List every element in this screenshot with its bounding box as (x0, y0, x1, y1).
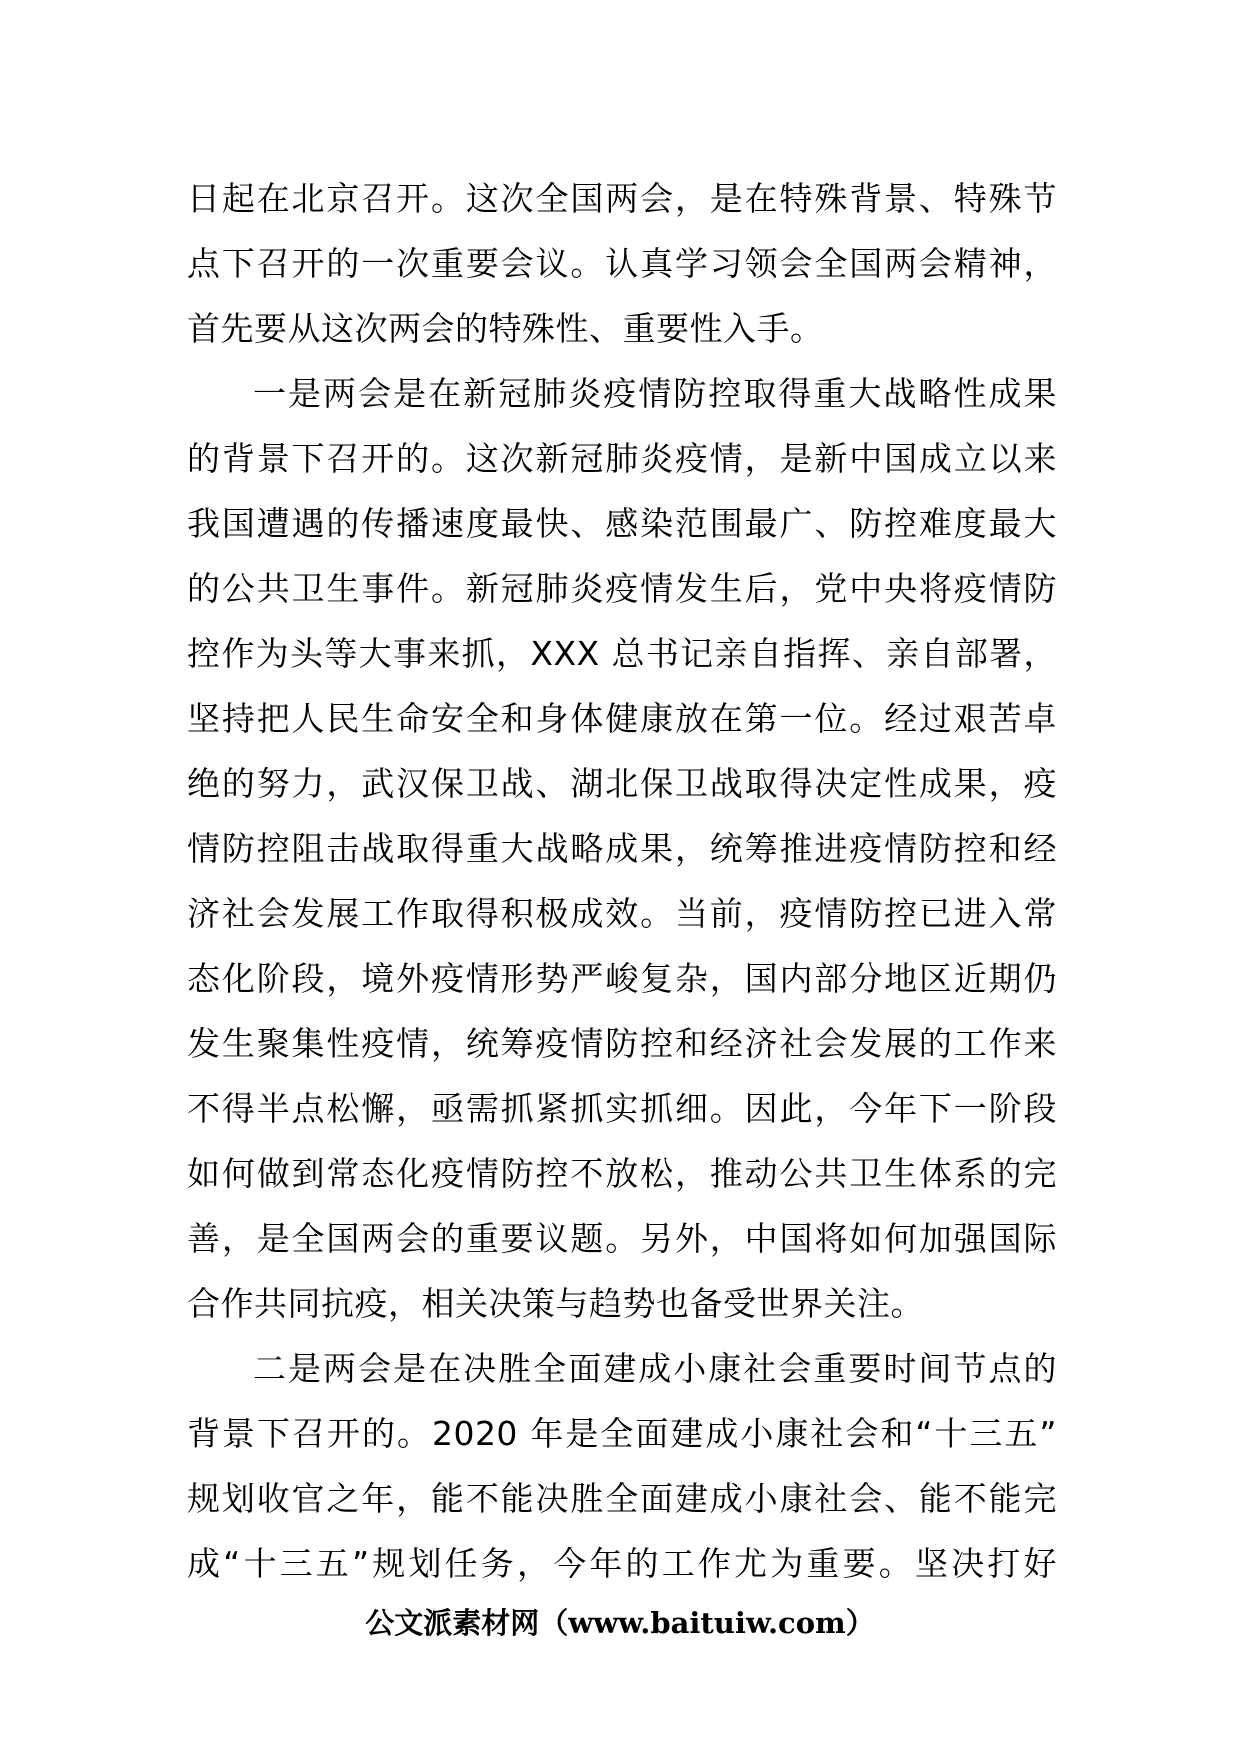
text-line: 善，是全国两会的重要议题。另外，中国将如何加强国际 (187, 1219, 1057, 1258)
text-line: 二是两会是在决胜全面建成小康社会重要时间节点的 (253, 1349, 1057, 1388)
paragraph (187, 1336, 1057, 1596)
text-line: 绝的努力，武汉保卫战、湖北保卫战取得决定性成果，疫 (187, 764, 1057, 803)
text-line: 不得半点松懈，亟需抓紧抓实抓细。因此，今年下一阶段 (187, 1089, 1057, 1128)
footer-watermark: 公文派素材网（www.baituiw.com） (365, 1606, 875, 1640)
text-line: 态化阶段，境外疫情形势严峻复杂，国内部分地区近期仍 (187, 959, 1057, 998)
text-line: 日起在北京召开。这次全国两会，是在特殊背景、特殊节 (187, 179, 1057, 218)
text-line: 成“十三五”规划任务，今年的工作尤为重要。坚决打好 (187, 1544, 1057, 1583)
text-line: 发生聚集性疫情，统筹疫情防控和经济社会发展的工作来 (187, 1024, 1057, 1063)
text-line: 首先要从这次两会的特殊性、重要性入手。 (187, 309, 824, 348)
paragraph (187, 166, 1057, 361)
text-line: 如何做到常态化疫情防控不放松，推动公共卫生体系的完 (187, 1154, 1057, 1193)
text-line: 的公共卫生事件。新冠肺炎疫情发生后，党中央将疫情防 (187, 569, 1057, 608)
text-line: 合作共同抗疫，相关决策与趋势也备受世界关注。 (187, 1284, 924, 1323)
text-line: 的背景下召开的。这次新冠肺炎疫情，是新中国成立以来 (187, 439, 1057, 478)
document-body (187, 166, 1057, 1596)
text-line: 背景下召开的。2020 年是全面建成小康社会和“十三五” (187, 1414, 1057, 1453)
paragraph (187, 361, 1057, 1336)
text-line: 济社会发展工作取得积极成效。当前，疫情防控已进入常 (187, 894, 1057, 933)
text-line: 情防控阻击战取得重大战略成果，统筹推进疫情防控和经 (187, 829, 1057, 868)
text-line: 控作为头等大事来抓，XXX 总书记亲自指挥、亲自部署， (187, 634, 1057, 673)
text-line: 点下召开的一次重要会议。认真学习领会全国两会精神， (187, 244, 1057, 283)
text-line: 坚持把人民生命安全和身体健康放在第一位。经过艰苦卓 (187, 699, 1057, 738)
text-line: 规划收官之年，能不能决胜全面建成小康社会、能不能完 (187, 1479, 1057, 1518)
text-line: 一是两会是在新冠肺炎疫情防控取得重大战略性成果 (253, 374, 1057, 413)
text-line: 我国遭遇的传播速度最快、感染范围最广、防控难度最大 (187, 504, 1057, 543)
